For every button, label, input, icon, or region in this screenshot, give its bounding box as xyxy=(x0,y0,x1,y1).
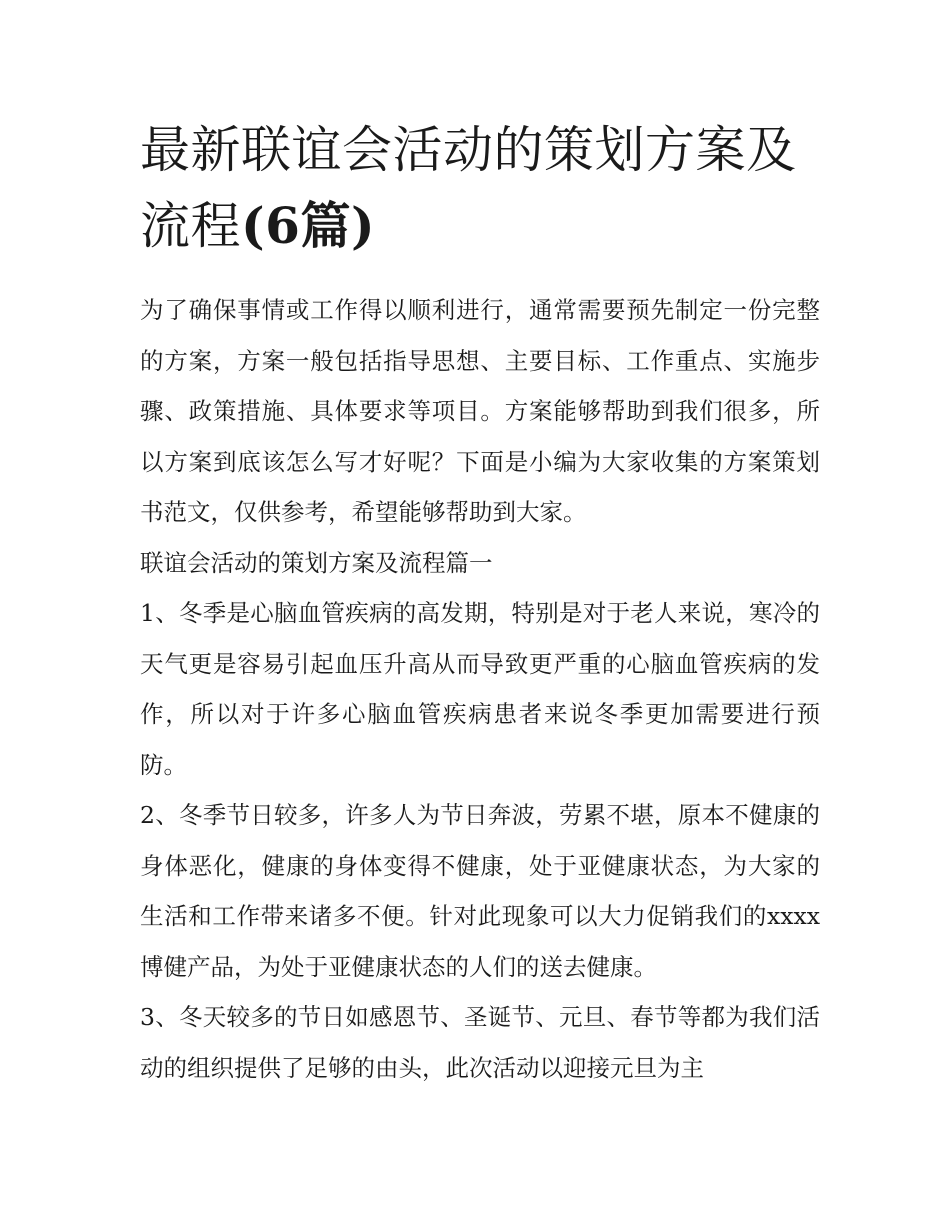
section-heading: 联谊会活动的策划方案及流程篇一 xyxy=(140,548,493,577)
document-title xyxy=(140,112,820,264)
document-title-count: (6篇) xyxy=(241,196,376,255)
document-page xyxy=(140,112,820,1093)
paragraph-3: 3、冬天较多的节日如感恩节、圣诞节、元旦、春节等都为我们活动的组织提供了足够的由头，此次活动以迎接元旦为主 xyxy=(140,1003,820,1082)
document-title-text: 最新联谊会活动的策划方案及流程 xyxy=(140,121,797,255)
paragraph-2: 2、冬季节日较多，许多人为节日奔波，劳累不堪，原本不健康的身体恶化，健康的身体变得不健康，处于亚健康状态，为大家的生活和工作带来诸多不便。针对此现象可以大力促销我们的xxxx博健产品，为处于亚健康状态的人们的送去健康。 xyxy=(140,801,820,981)
paragraph-1: 1、冬季是心脑血管疾病的高发期，特别是对于老人来说，寒冷的天气更是容易引起血压升高从而导致更严重的心脑血管疾病的发作，所以对于许多心脑血管疾病患者来说冬季更加需要进行预防。 xyxy=(140,599,820,779)
intro-paragraph: 为了确保事情或工作得以顺利进行，通常需要预先制定一份完整的方案，方案一般包括指导思想、主要目标、工作重点、实施步骤、政策措施、具体要求等项目。方案能够帮助到我们很多，所以方案到底该怎么写才好呢？下面是小编为大家收集的方案策划书范文，仅供参考，希望能够帮助到大家。 xyxy=(140,296,820,526)
